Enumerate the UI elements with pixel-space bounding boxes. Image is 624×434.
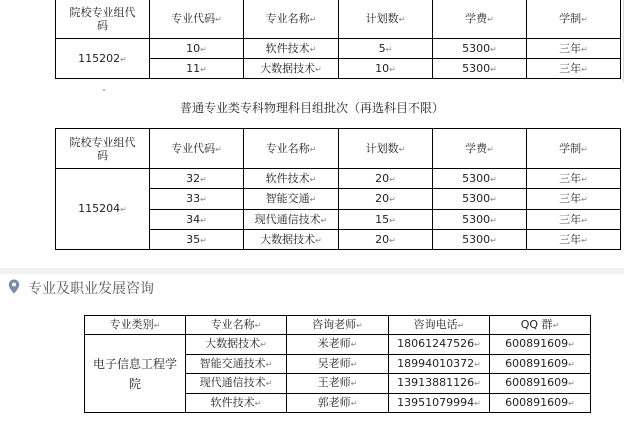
fee-cell: 5300↵ — [433, 189, 527, 210]
header-plan: 计划数↵ — [339, 0, 433, 39]
consultation-table — [84, 315, 591, 413]
header-major-name: 专业名称↵ — [186, 316, 287, 335]
teacher-cell: 吴老师↵ — [287, 355, 389, 374]
fee-cell: 5300↵ — [433, 210, 527, 230]
header-major-name: 专业名称↵ — [244, 129, 339, 169]
teacher-cell: 米老师↵ — [287, 335, 389, 355]
header-phone: 咨询电话↵ — [389, 316, 490, 335]
plan-cell: 20↵ — [339, 169, 433, 189]
major-name-cell: 智能交通↵ — [244, 189, 339, 210]
batch-caption: 普通专业类专科物理科目组批次（再选科目不限） — [179, 101, 444, 115]
major-name-cell: 智能交通技术↵ — [186, 355, 287, 374]
teacher-cell: 王老师↵ — [287, 374, 389, 394]
header-teacher: 咨询老师↵ — [287, 316, 389, 335]
header-fee: 学费↵ — [433, 0, 527, 39]
plan-cell: 15↵ — [339, 210, 433, 230]
table-header-row — [56, 129, 621, 169]
header-fee: 学费↵ — [433, 129, 527, 169]
section-divider — [0, 268, 624, 274]
major-code-cell: 33↵ — [150, 189, 244, 210]
paragraph-mark — [103, 89, 105, 91]
fee-cell: 5300↵ — [433, 230, 527, 250]
years-cell: 三年↵ — [527, 39, 621, 59]
group-code-cell: 115204↵ — [56, 169, 150, 250]
qq-cell: 600891609↵ — [490, 355, 591, 374]
qq-cell: 600891609↵ — [490, 394, 591, 413]
header-major-code: 专业代码↵ — [150, 129, 244, 169]
header-major-name: 专业名称↵ — [244, 0, 339, 39]
group-code-cell: 115202↵ — [56, 39, 150, 79]
plan-cell: 5↵ — [339, 39, 433, 59]
header-major-code: 专业代码↵ — [150, 0, 244, 39]
major-name-cell: 现代通信技术↵ — [244, 210, 339, 230]
major-name-cell: 现代通信技术↵ — [186, 374, 287, 394]
major-code-cell: 11↵ — [150, 59, 244, 79]
header-years: 学制↵ — [527, 129, 621, 169]
header-plan: 计划数↵ — [339, 129, 433, 169]
teacher-cell: 郭老师↵ — [287, 394, 389, 413]
qq-cell: 600891609↵ — [490, 374, 591, 394]
table-row — [56, 39, 621, 59]
location-pin-icon — [8, 279, 28, 298]
enrollment-table-115202 — [55, 0, 621, 79]
major-code-cell: 32↵ — [150, 169, 244, 189]
major-name-cell: 大数据技术↵ — [186, 335, 287, 355]
table-row — [85, 335, 591, 355]
major-name-cell: 软件技术↵ — [244, 169, 339, 189]
table-row — [56, 169, 621, 189]
years-cell: 三年↵ — [527, 210, 621, 230]
fee-cell: 5300↵ — [433, 169, 527, 189]
major-name-cell: 软件技术↵ — [186, 394, 287, 413]
phone-cell: 13913881126↵ — [389, 374, 490, 394]
qq-cell: 600891609↵ — [490, 335, 591, 355]
major-code-cell: 35↵ — [150, 230, 244, 250]
major-name-cell: 软件技术↵ — [244, 39, 339, 59]
years-cell: 三年↵ — [527, 230, 621, 250]
section-title-text: 专业及职业发展咨询 — [28, 281, 154, 297]
header-group-code: 院校专业组代码 — [56, 129, 150, 169]
table-header-row — [85, 316, 591, 335]
major-name-cell: 大数据技术↵ — [244, 59, 339, 79]
table-header-row — [56, 0, 621, 39]
years-cell: 三年↵ — [527, 189, 621, 210]
header-group-code: 院校专业组代码 — [56, 0, 150, 39]
plan-cell: 10↵ — [339, 59, 433, 79]
phone-cell: 18061247526↵ — [389, 335, 490, 355]
header-category: 专业类别↵ — [85, 316, 186, 335]
section-heading — [8, 278, 154, 298]
phone-cell: 13951079994↵ — [389, 394, 490, 413]
phone-cell: 18994010372↵ — [389, 355, 490, 374]
fee-cell: 5300↵ — [433, 59, 527, 79]
plan-cell: 20↵ — [339, 189, 433, 210]
fee-cell: 5300↵ — [433, 39, 527, 59]
major-code-cell: 34↵ — [150, 210, 244, 230]
category-cell: 电子信息工程学院 — [85, 335, 186, 413]
enrollment-table-115204 — [55, 128, 621, 250]
major-code-cell: 10↵ — [150, 39, 244, 59]
header-qq: QQ 群↵ — [490, 316, 591, 335]
years-cell: 三年↵ — [527, 59, 621, 79]
years-cell: 三年↵ — [527, 169, 621, 189]
header-years: 学制↵ — [527, 0, 621, 39]
major-name-cell: 大数据技术↵ — [244, 230, 339, 250]
plan-cell: 20↵ — [339, 230, 433, 250]
